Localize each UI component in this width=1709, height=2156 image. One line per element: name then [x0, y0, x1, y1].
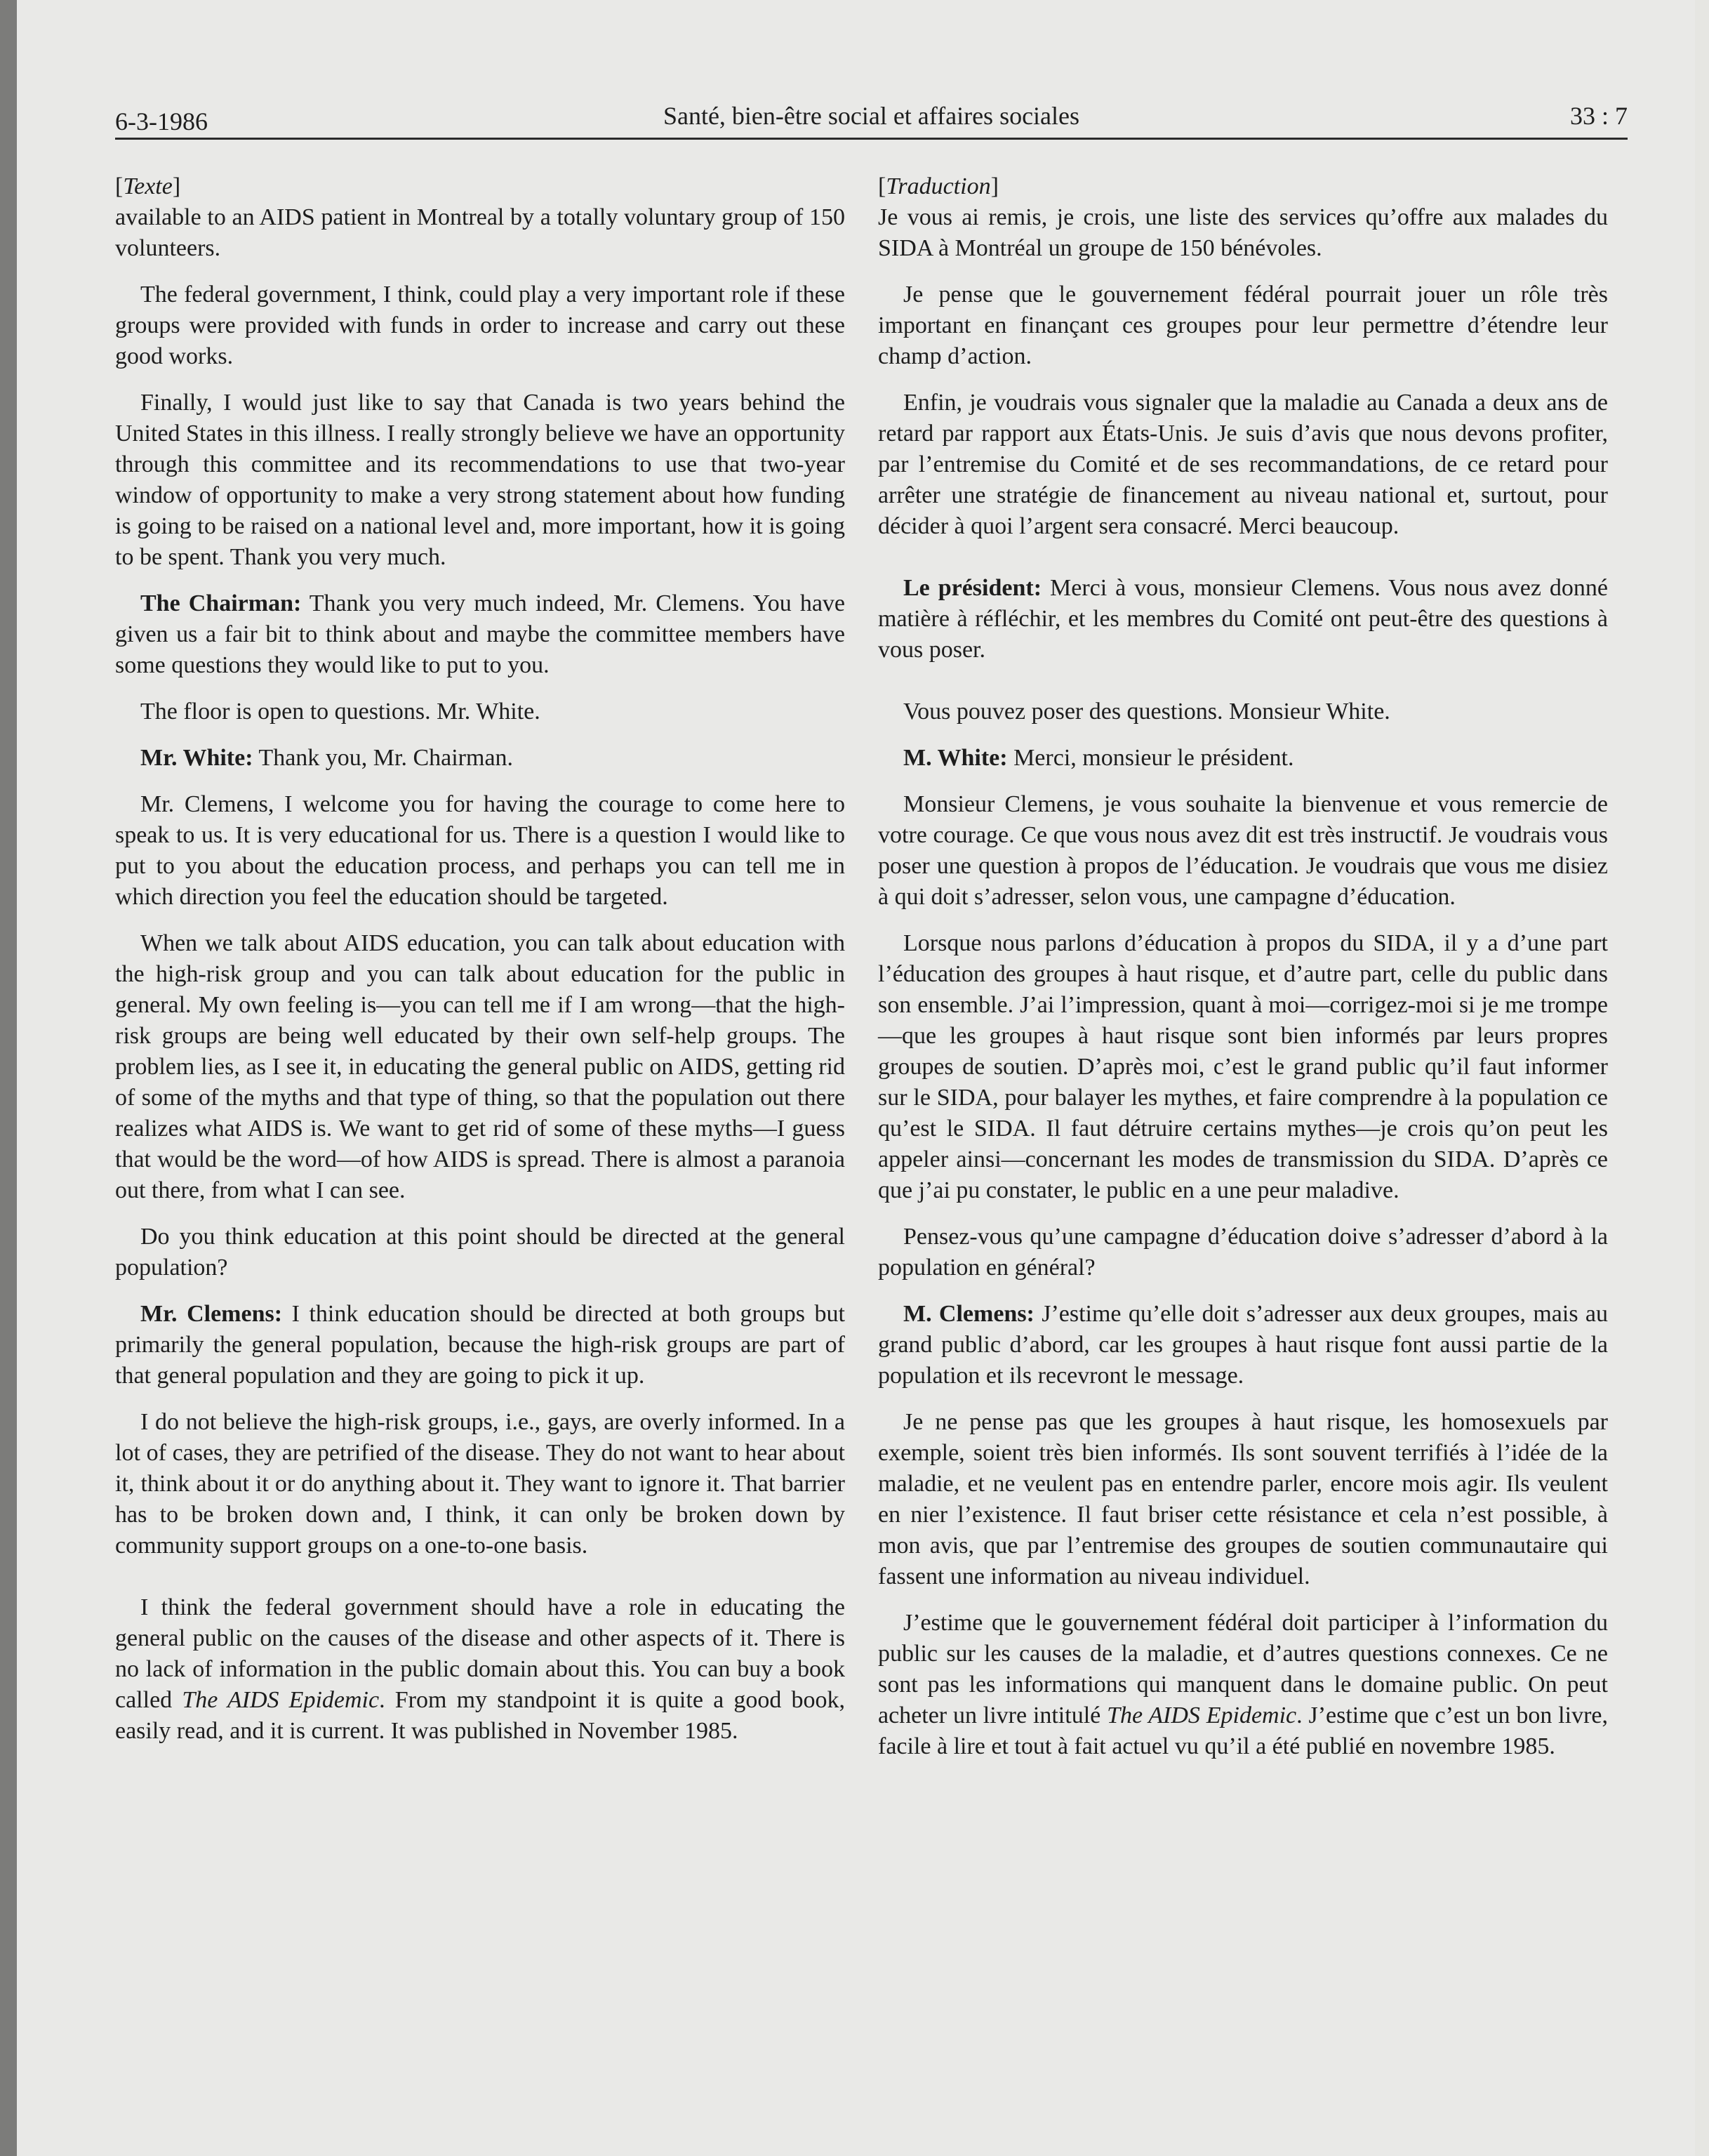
scan-edge-right [1695, 0, 1709, 2156]
french-section-label: [Traduction] [878, 173, 999, 199]
english-column [115, 171, 845, 1762]
paragraph: Le président: Merci à vous, monsieur Clemens. Vous nous avez donné matière à réfléchir, et les membres du Comité ont peut-être des questions à vous poser. [878, 575, 1608, 663]
speaker-label: Mr. Clemens: [140, 1301, 283, 1327]
speaker-label: The Chairman: [140, 590, 302, 616]
paragraph: Mr. Clemens, I welcome you for having the courage to come here to speak to us. It is very educational for us. There is a question I would like to put to you about the education process, and perhaps you can tell me in which direction you feel the education should be targeted. [115, 791, 845, 910]
paragraph: M. Clemens: J’estime qu’elle doit s’adresser aux deux groupes, mais au grand public d’abord, car les groupes à haut risque font aussi partie de la population et ils recevront le message. [878, 1301, 1608, 1389]
paragraph: Je vous ai remis, je crois, une liste des services qu’offre aux malades du SIDA à Montréal un groupe de 150 bénévoles. [878, 204, 1608, 261]
header-title: Santé, bien-être social et affaires sociales [663, 102, 1080, 130]
speaker-label: M. White: [903, 745, 1008, 771]
paragraph: Vous pouvez poser des questions. Monsieur White. [903, 699, 1390, 725]
paragraph: Mr. Clemens: I think education should be directed at both groups but primarily the general population, because the high-risk groups are part of that general population and they are going to pick it up. [115, 1301, 845, 1389]
page-header [115, 98, 1628, 140]
header-rule [115, 138, 1628, 140]
paragraph: When we talk about AIDS education, you can talk about education with the high-risk group and you can talk about education for the public in general. My own feeling is—you can tell me if I am wrong—that the high-risk groups are being well educated by their own self-help groups. The problem lies, as I see it, in educating the general public on AIDS, getting rid of some of the myths and that type of thing, so that the population out there realizes what AIDS is. We want to get rid of some of these myths—I guess that would be the word—of how AIDS is spread. There is almost a paranoia out there, from what I can see. [115, 930, 845, 1203]
paragraph: I do not believe the high-risk groups, i.e., gays, are overly informed. In a lot of cases, they are petrified of the disease. They do not want to hear about it, think about it or do anything about it. They want to ignore it. That barrier has to be broken down and, I think, it can only be broken down by community support groups on a one-to-one basis. [115, 1409, 845, 1559]
paragraph: available to an AIDS patient in Montreal by a totally voluntary group of 150 volunteers. [115, 204, 845, 261]
book-title: The AIDS Epidemic [182, 1687, 380, 1713]
paragraph: Monsieur Clemens, je vous souhaite la bienvenue et vous remercie de votre courage. Ce que vous nous avez dit est très instructif. Je voudrais vous poser une question à propos de l’éducation. Je voudrais que vous me disiez à qui doit s’adresser, selon vous, une campagne d’éducation. [878, 791, 1608, 910]
english-section-label: [Texte] [115, 173, 181, 199]
speaker-label: Mr. White: [140, 745, 253, 771]
header-date: 6-3-1986 [115, 107, 208, 135]
paragraph: Pensez-vous qu’une campagne d’éducation doive s’adresser d’abord à la population en général? [878, 1224, 1608, 1281]
paragraph: Do you think education at this point should be directed at the general population? [115, 1224, 845, 1281]
paragraph: The Chairman: Thank you very much indeed, Mr. Clemens. You have given us a fair bit to think about and maybe the committee members have some questions they would like to put to you. [115, 590, 845, 678]
paragraph: Lorsque nous parlons d’éducation à propos du SIDA, il y a d’une part l’éducation des groupes à haut risque, et d’autre part, celle du public dans son ensemble. J’ai l’impression, quant à moi—corrigez-moi si je me trompe—que les groupes à haut risque sont bien informés par leurs propres groupes de soutien. D’après moi, c’est le grand public qu’il faut informer sur le SIDA, pour balayer les mythes, et faire comprendre à la population ce qu’est le SIDA. Il faut détruire certains mythes—je crois qu’on peut les appeler ainsi—concernant les modes de transmission du SIDA. D’après ce que j’ai pu constater, le public en a une peur maladive. [878, 930, 1608, 1203]
paragraph: I think the federal government should have a role in educating the general public on the causes of the disease and other aspects of it. There is no lack of information in the public domain about this. You can buy a book called The AIDS Epidemic. From my standpoint it is quite a good book, easily read, and it is current. It was published in November 1985. [115, 1594, 845, 1744]
paragraph: Finally, I would just like to say that Canada is two years behind the United States in this illness. I really strongly believe we have an opportunity through this committee and its recommendations to use that two-year window of opportunity to make a very strong statement about how funding is going to be raised on a national level and, more important, how it is going to be spent. Thank you very much. [115, 390, 845, 570]
paragraph: M. White: Merci, monsieur le président. [903, 745, 1294, 771]
paragraph: The floor is open to questions. Mr. White. [140, 699, 540, 725]
speaker-label: Le président: [903, 575, 1042, 601]
paragraph: Je pense que le gouvernement fédéral pourrait jouer un rôle très important en finançant ces groupes pour leur permettre d’étendre leur champ d’action. [878, 282, 1608, 369]
speaker-label: M. Clemens: [903, 1301, 1035, 1327]
header-page-number: 33 : 7 [1569, 102, 1628, 130]
paragraph: The federal government, I think, could play a very important role if these groups were provided with funds in order to increase and carry out these good works. [115, 282, 845, 369]
paragraph: Enfin, je voudrais vous signaler que la maladie au Canada a deux ans de retard par rapport aux États-Unis. Je suis d’avis que nous devons profiter, par l’entremise du Comité et de ses recommandations, de ce retard pour arrêter une stratégie de financement au niveau national et, surtout, pour décider à quoi l’argent sera consacré. Merci beaucoup. [878, 390, 1608, 539]
french-column [878, 171, 1608, 1778]
book-title: The AIDS Epidemic [1107, 1702, 1297, 1728]
paragraph: Mr. White: Thank you, Mr. Chairman. [140, 745, 514, 771]
scan-edge-left [0, 0, 17, 2156]
paragraph: Je ne pense pas que les groupes à haut risque, les homosexuels par exemple, soient très bien informés. Ils sont souvent terrifiés à l’idée de la maladie, et ne veulent pas en entendre parler, encore mois agir. Ils veulent en nier l’existence. Il faut briser cette résistance et cela n’est possible, à mon avis, que par l’entremise des groupes de soutien communautaire qui fassent une information au niveau individuel. [878, 1409, 1608, 1589]
paragraph: J’estime que le gouvernement fédéral doit participer à l’information du public sur les causes de la maladie, et d’autres questions connexes. Ce ne sont pas les informations qui manquent dans le domaine public. On peut acheter un livre intitulé The AIDS Epidemic. J’estime que c’est un bon livre, facile à lire et tout à fait actuel vu qu’il a été publié en novembre 1985. [878, 1610, 1608, 1759]
